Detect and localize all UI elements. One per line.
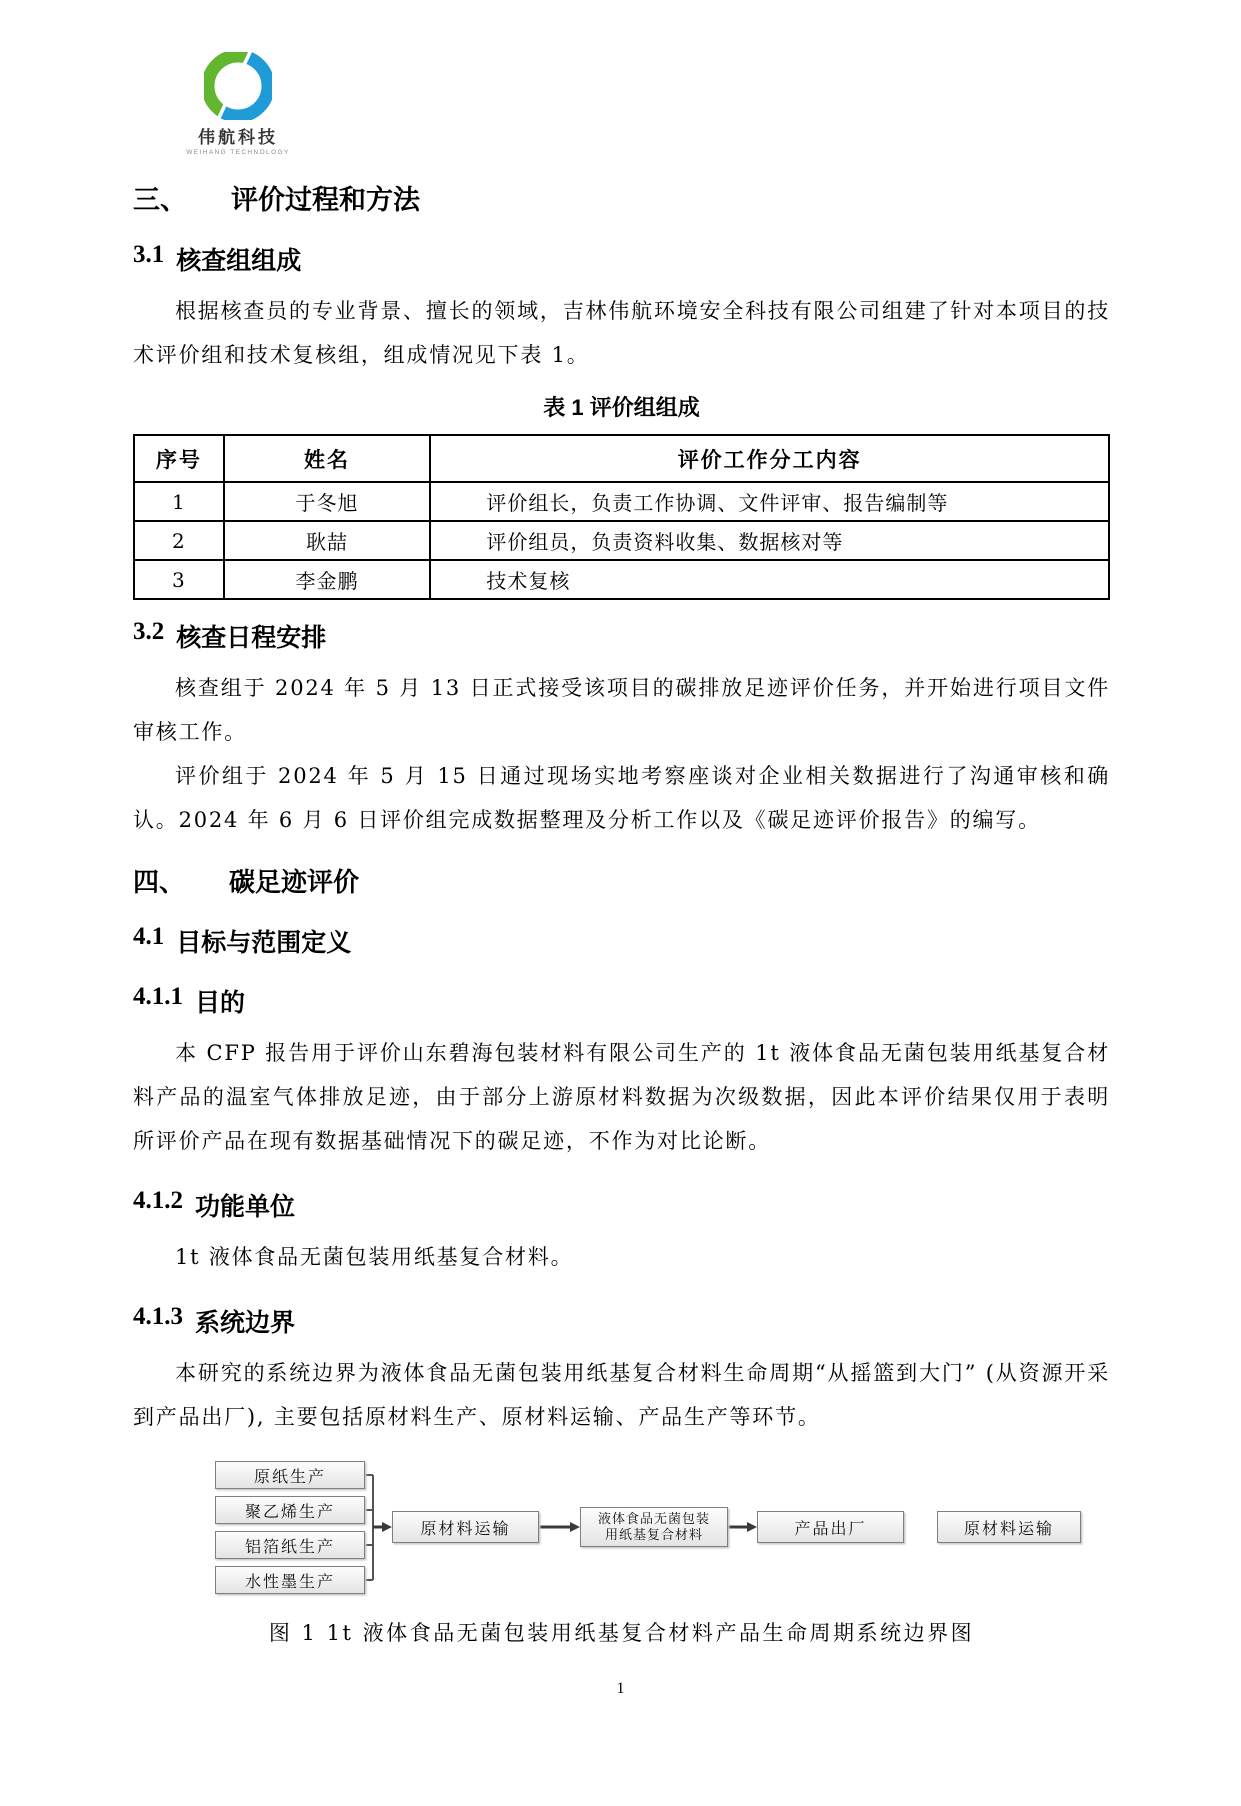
chapter-4-title: 碳足迹评价	[229, 867, 360, 897]
brand-name-en: WEIHANG TECHNOLOGY	[186, 149, 290, 156]
section-3-2-title: 核查日程安排	[176, 624, 327, 652]
col-header-duty: 评价工作分工内容	[430, 435, 1109, 482]
chapter-3-number: 三、	[133, 185, 187, 215]
logo-circle-icon	[204, 52, 272, 120]
cell-index: 1	[134, 482, 224, 521]
section-3-1-number: 3.1	[133, 241, 165, 268]
paragraph-schedule-2: 评价组于 2024 年 5 月 15 日通过现场实地考察座谈对企业相关数据进行了沟通审核和确认。2024 年 6 月 6 日评价组完成数据整理及分析工作以及《碳足迹评价报告》的编写。	[133, 764, 1110, 832]
section-4-1-1-title: 目的	[195, 989, 246, 1017]
section-3-1-title: 核查组组成	[176, 247, 302, 275]
section-4-1-title: 目标与范围定义	[176, 929, 352, 957]
cell-duty: 技术复核	[430, 560, 1109, 599]
flow-box-factory-out: 产品出厂	[757, 1511, 904, 1543]
flow-box-material-transport: 原材料运输	[392, 1511, 539, 1543]
section-4-1-1-heading	[133, 983, 1110, 1019]
section-3-2-heading	[133, 618, 1110, 654]
system-boundary-diagram	[133, 1457, 1110, 1597]
flow-box-material-transport-right: 原材料运输	[937, 1511, 1081, 1543]
paragraph-functional-unit: 1t 液体食品无菌包装用纸基复合材料。	[175, 1245, 574, 1269]
evaluation-team-table	[133, 434, 1110, 600]
table-1-caption: 表 1 评价组组成	[543, 395, 700, 420]
logo-monogram: NH	[224, 74, 256, 99]
cell-duty: 评价组长，负责工作协调、文件评审、报告编制等	[430, 482, 1109, 521]
section-3-2-number: 3.2	[133, 618, 165, 645]
col-header-name: 姓名	[224, 435, 431, 482]
company-logo	[173, 52, 303, 156]
cell-index: 3	[134, 560, 224, 599]
flow-box-aluminum-foil: 铝箔纸生产	[215, 1531, 365, 1559]
cell-duty: 评价组员，负责资料收集、数据核对等	[430, 521, 1109, 560]
cell-name: 李金鹏	[224, 560, 431, 599]
table-row	[134, 521, 1109, 560]
cell-name: 于冬旭	[224, 482, 431, 521]
flow-box-product	[580, 1507, 728, 1547]
section-4-1-2-number: 4.1.2	[133, 1187, 183, 1214]
section-4-1-heading	[133, 923, 1110, 959]
col-header-index: 序号	[134, 435, 224, 482]
table-row	[134, 482, 1109, 521]
table-row	[134, 560, 1109, 599]
flow-box-product-line2: 用纸基复合材料	[604, 1527, 703, 1542]
brand-name-cn: 伟航科技	[198, 128, 278, 147]
section-4-1-3-number: 4.1.3	[133, 1303, 183, 1330]
section-4-1-number: 4.1	[133, 923, 165, 950]
section-4-1-1-number: 4.1.1	[133, 983, 183, 1010]
cell-index: 2	[134, 521, 224, 560]
section-4-1-3-title: 系统边界	[195, 1309, 296, 1337]
table-header-row	[134, 435, 1109, 482]
chapter-4-number: 四、	[133, 867, 186, 897]
cell-name: 耿喆	[224, 521, 431, 560]
chapter-4-heading	[133, 862, 1110, 899]
chapter-3-heading	[133, 178, 1110, 217]
figure-1-caption: 图 1 1t 液体食品无菌包装用纸基复合材料产品生命周期系统边界图	[268, 1621, 975, 1645]
paragraph-purpose: 本 CFP 报告用于评价山东碧海包装材料有限公司生产的 1t 液体食品无菌包装用纸基复合材料产品的温室气体排放足迹，由于部分上游原材料数据为次级数据，因此本评价结果仅用于表明所评价产品在现有数据基础情况下的碳足迹，不作为对比论断。	[133, 1041, 1110, 1153]
flow-box-base-paper: 原纸生产	[215, 1461, 365, 1489]
page-number: 1	[616, 1680, 625, 1697]
flow-box-waterborne-ink: 水性墨生产	[215, 1566, 365, 1594]
document-page	[0, 52, 1241, 1806]
flow-box-product-line1: 液体食品无菌包装	[597, 1511, 710, 1526]
section-3-1-heading	[133, 241, 1110, 277]
paragraph-schedule-1: 核查组于 2024 年 5 月 13 日正式接受该项目的碳排放足迹评价任务，并开始进行项目文件审核工作。	[133, 676, 1110, 744]
flow-box-polyethylene: 聚乙烯生产	[215, 1496, 365, 1524]
section-4-1-2-heading	[133, 1187, 1110, 1223]
paragraph-system-boundary: 本研究的系统边界为液体食品无菌包装用纸基复合材料生命周期“从摇篮到大门” (从资源开采到产品出厂), 主要包括原材料生产、原材料运输、产品生产等环节。	[133, 1361, 1110, 1429]
section-4-1-2-title: 功能单位	[195, 1193, 296, 1221]
paragraph-team-intro: 根据核查员的专业背景、擅长的领域，吉林伟航环境安全科技有限公司组建了针对本项目的技术评价组和技术复核组，组成情况见下表 1。	[133, 299, 1110, 367]
chapter-3-title: 评价过程和方法	[231, 185, 420, 215]
section-4-1-3-heading	[133, 1303, 1110, 1339]
